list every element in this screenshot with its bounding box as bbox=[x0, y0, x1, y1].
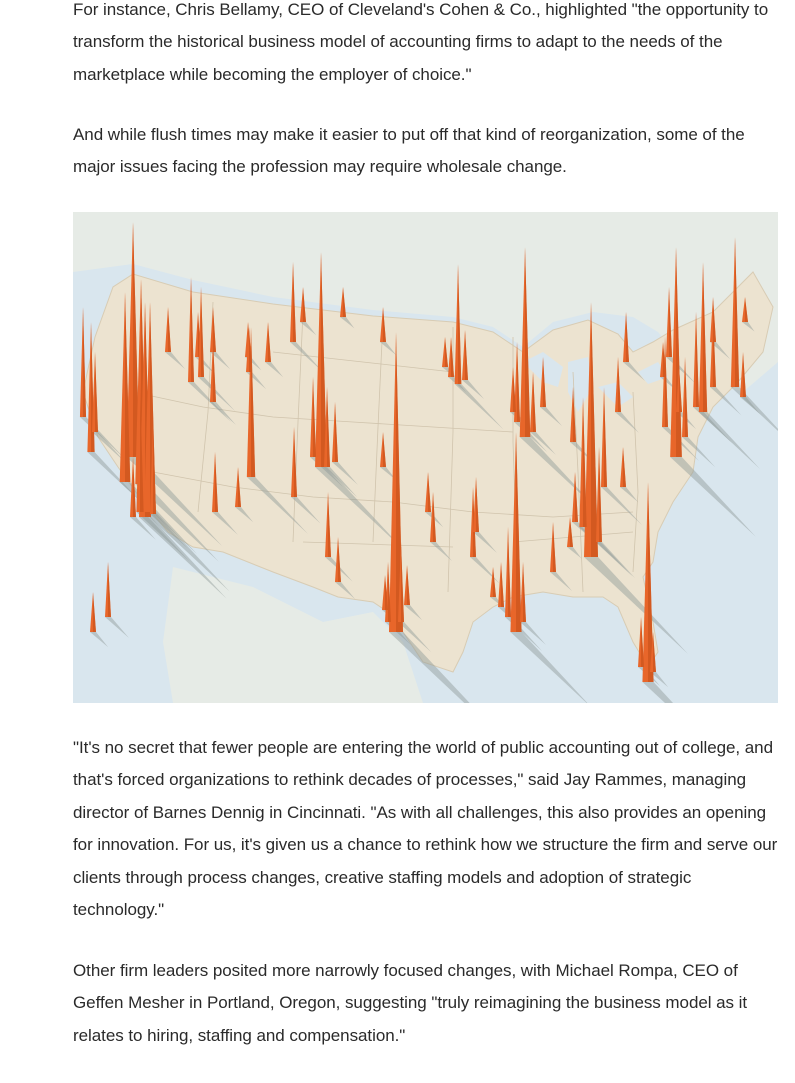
map-graphic bbox=[73, 212, 778, 703]
paragraph: Other firm leaders posited more narrowly focused changes, with Michael Rompa, CEO of Geffen Mesher in Portland, Oregon, suggesting "truly reimagining the business model as it relates to hiring, staffing and compensation." bbox=[73, 961, 748, 1045]
us-spike-map bbox=[73, 212, 778, 703]
paragraph: For instance, Chris Bellamy, CEO of Cleveland's Cohen & Co., highlighted "the opportunity to transform the historical business model of accounting firms to adapt to the needs of the marketplace while becoming the employer of choice." bbox=[73, 0, 769, 84]
paragraph: "It's no secret that fewer people are entering the world of public accounting out of college, and that's forced organizations to rethink decades of processes," said Jay Rammes, managing director of Barnes Dennig in Cincinnati. "As with all challenges, this also provides an opening for innovation. For us, it's given us a chance to rethink how we structure the firm and serve our clients through process changes, creative staffing models and adoption of strategic technology." bbox=[73, 738, 778, 920]
paragraph: And while flush times may make it easier to put off that kind of reorganization, some of the major issues facing the profession may require wholesale change. bbox=[73, 125, 745, 177]
